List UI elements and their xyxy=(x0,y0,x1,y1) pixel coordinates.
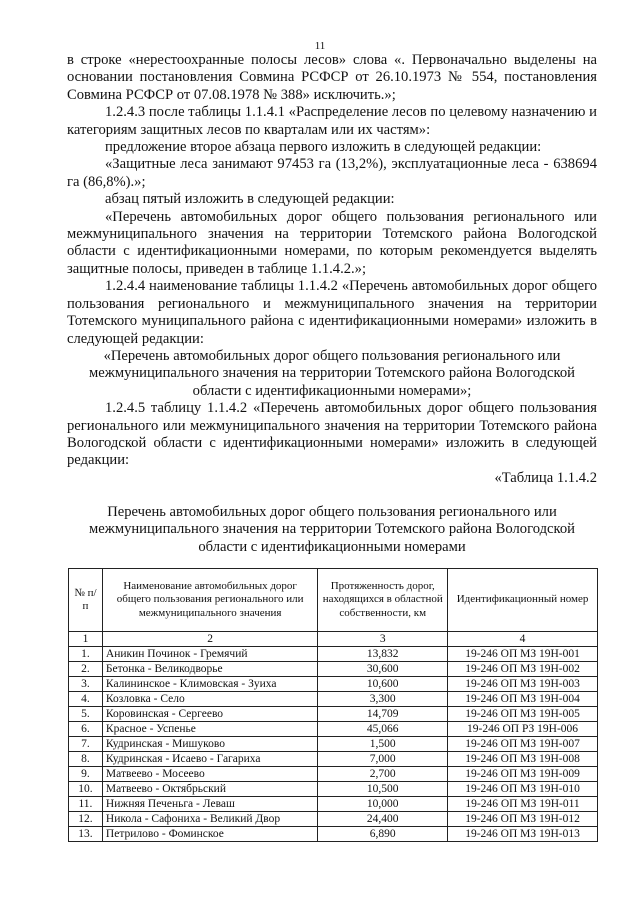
row-number: 3. xyxy=(69,677,103,692)
header-number: № п/п xyxy=(69,569,103,632)
table-row xyxy=(69,827,598,842)
road-name: Кудринская - Исаево - Гагариха xyxy=(102,752,317,767)
column-number: 2 xyxy=(102,632,317,647)
page-number: 11 xyxy=(314,40,326,52)
row-number: 9. xyxy=(69,767,103,782)
road-length: 1,500 xyxy=(318,737,448,752)
header-name: Наименование автомобильных дорог общего пользования регионального или межмуниципального значения xyxy=(102,569,317,632)
paragraph: «Перечень автомобильных дорог общего пользования регионального или межмуниципального значения на территории Тотемского района Вологодской области с идентификационными номерами, по которым рекомендуется выделять защитные полосы, приведен в таблице 1.1.4.2.»; xyxy=(67,208,597,277)
row-number: 12. xyxy=(69,812,103,827)
road-length: 14,709 xyxy=(318,707,448,722)
table-row xyxy=(69,737,598,752)
road-id: 19-246 ОП МЗ 19Н-010 xyxy=(448,782,598,797)
road-id: 19-246 ОП МЗ 19Н-007 xyxy=(448,737,598,752)
table-row xyxy=(69,707,598,722)
roads-table xyxy=(68,568,598,842)
road-name: Кудринская - Мишуково xyxy=(102,737,317,752)
road-id: 19-246 ОП МЗ 19Н-008 xyxy=(448,752,598,767)
road-name: Красное - Успенье xyxy=(102,722,317,737)
road-id: 19-246 ОП РЗ 19Н-006 xyxy=(448,722,598,737)
road-name: Матвеево - Мосеево xyxy=(102,767,317,782)
row-number: 8. xyxy=(69,752,103,767)
column-number: 4 xyxy=(448,632,598,647)
road-id: 19-246 ОП МЗ 19Н-011 xyxy=(448,797,598,812)
row-number: 7. xyxy=(69,737,103,752)
road-name: Никола - Сафониха - Великий Двор xyxy=(102,812,317,827)
road-id: 19-246 ОП МЗ 19Н-012 xyxy=(448,812,598,827)
paragraph-centered: «Перечень автомобильных дорог общего пользования регионального или межмуниципального значения на территории Тотемского района Вологодской области с идентификационными номерами»; xyxy=(89,347,575,399)
road-id: 19-246 ОП МЗ 19Н-013 xyxy=(448,827,598,842)
road-id: 19-246 ОП МЗ 19Н-002 xyxy=(448,662,598,677)
table-row xyxy=(69,722,598,737)
table-row xyxy=(69,692,598,707)
road-length: 3,300 xyxy=(318,692,448,707)
road-length: 24,400 xyxy=(318,812,448,827)
row-number: 5. xyxy=(69,707,103,722)
column-numbers-row xyxy=(69,632,598,647)
table-row xyxy=(69,797,598,812)
road-length: 13,832 xyxy=(318,647,448,662)
paragraph: 1.2.4.5 таблицу 1.1.4.2 «Перечень автомобильных дорог общего пользования регионального или межмуниципального значения на территории Тотемского района Вологодской области с идентификационными номерами» изложить в следующей редакции: xyxy=(67,400,597,469)
road-id: 19-246 ОП МЗ 19Н-005 xyxy=(448,707,598,722)
road-length: 6,890 xyxy=(318,827,448,842)
paragraph: «Защитные леса занимают 97453 га (13,2%), эксплуатационные леса - 638694 га (86,8%).»; xyxy=(67,156,597,190)
paragraph: 1.2.4.3 после таблицы 1.1.4.1 «Распределение лесов по целевому назначению и категориям защитных лесов по кварталам или их частям»: xyxy=(67,104,597,138)
table-row xyxy=(69,677,598,692)
road-name: Козловка - Село xyxy=(102,692,317,707)
document-body xyxy=(67,52,597,487)
road-length: 2,700 xyxy=(318,767,448,782)
paragraph: предложение второе абзаца первого изложить в следующей редакции: xyxy=(105,139,542,156)
road-name: Калининское - Климовская - Зуиха xyxy=(102,677,317,692)
road-id: 19-246 ОП МЗ 19Н-009 xyxy=(448,767,598,782)
road-length: 30,600 xyxy=(318,662,448,677)
road-length: 10,500 xyxy=(318,782,448,797)
table-label: «Таблица 1.1.4.2 xyxy=(494,469,597,486)
table-row xyxy=(69,812,598,827)
row-number: 1. xyxy=(69,647,103,662)
table-row xyxy=(69,767,598,782)
road-length: 10,600 xyxy=(318,677,448,692)
road-name: Бетонка - Великодворье xyxy=(102,662,317,677)
row-number: 10. xyxy=(69,782,103,797)
row-number: 11. xyxy=(69,797,103,812)
road-length: 7,000 xyxy=(318,752,448,767)
road-length: 45,066 xyxy=(318,722,448,737)
road-name: Коровинская - Сергеево xyxy=(102,707,317,722)
table-row xyxy=(69,647,598,662)
paragraph: 1.2.4.4 наименование таблицы 1.1.4.2 «Перечень автомобильных дорог общего пользования регионального и межмуниципального значения на территории Тотемского муниципального района с идентификационными номерами» изложить в следующей редакции: xyxy=(67,278,597,347)
row-number: 13. xyxy=(69,827,103,842)
table-row xyxy=(69,782,598,797)
row-number: 4. xyxy=(69,692,103,707)
road-name: Петрилово - Фоминское xyxy=(102,827,317,842)
table-row xyxy=(69,662,598,677)
row-number: 2. xyxy=(69,662,103,677)
road-name: Нижняя Печеньга - Леваш xyxy=(102,797,317,812)
column-number: 3 xyxy=(318,632,448,647)
table-title: Перечень автомобильных дорог общего пользования регионального или межмуниципального значения на территории Тотемского района Вологодской области с идентификационными номерами xyxy=(89,504,575,555)
paragraph: в строке «нерестоохранные полосы лесов» слова «. Первоначально выделены на основании постановления Совмина РСФСР от 26.10.1973 № 554, постановления Совмина РСФСР от 07.08.1978 № 388» исключить.»; xyxy=(67,52,597,103)
road-id: 19-246 ОП МЗ 19Н-001 xyxy=(448,647,598,662)
road-id: 19-246 ОП МЗ 19Н-004 xyxy=(448,692,598,707)
road-name: Аникин Починок - Гремячий xyxy=(102,647,317,662)
table-row xyxy=(69,752,598,767)
road-length: 10,000 xyxy=(318,797,448,812)
header-length: Протяженность дорог, находящихся в областной собственности, км xyxy=(318,569,448,632)
road-id: 19-246 ОП МЗ 19Н-003 xyxy=(448,677,598,692)
row-number: 6. xyxy=(69,722,103,737)
road-name: Матвеево - Октябрьский xyxy=(102,782,317,797)
paragraph: абзац пятый изложить в следующей редакции: xyxy=(105,191,395,208)
column-number: 1 xyxy=(69,632,103,647)
header-id: Идентификационный номер xyxy=(448,569,598,632)
